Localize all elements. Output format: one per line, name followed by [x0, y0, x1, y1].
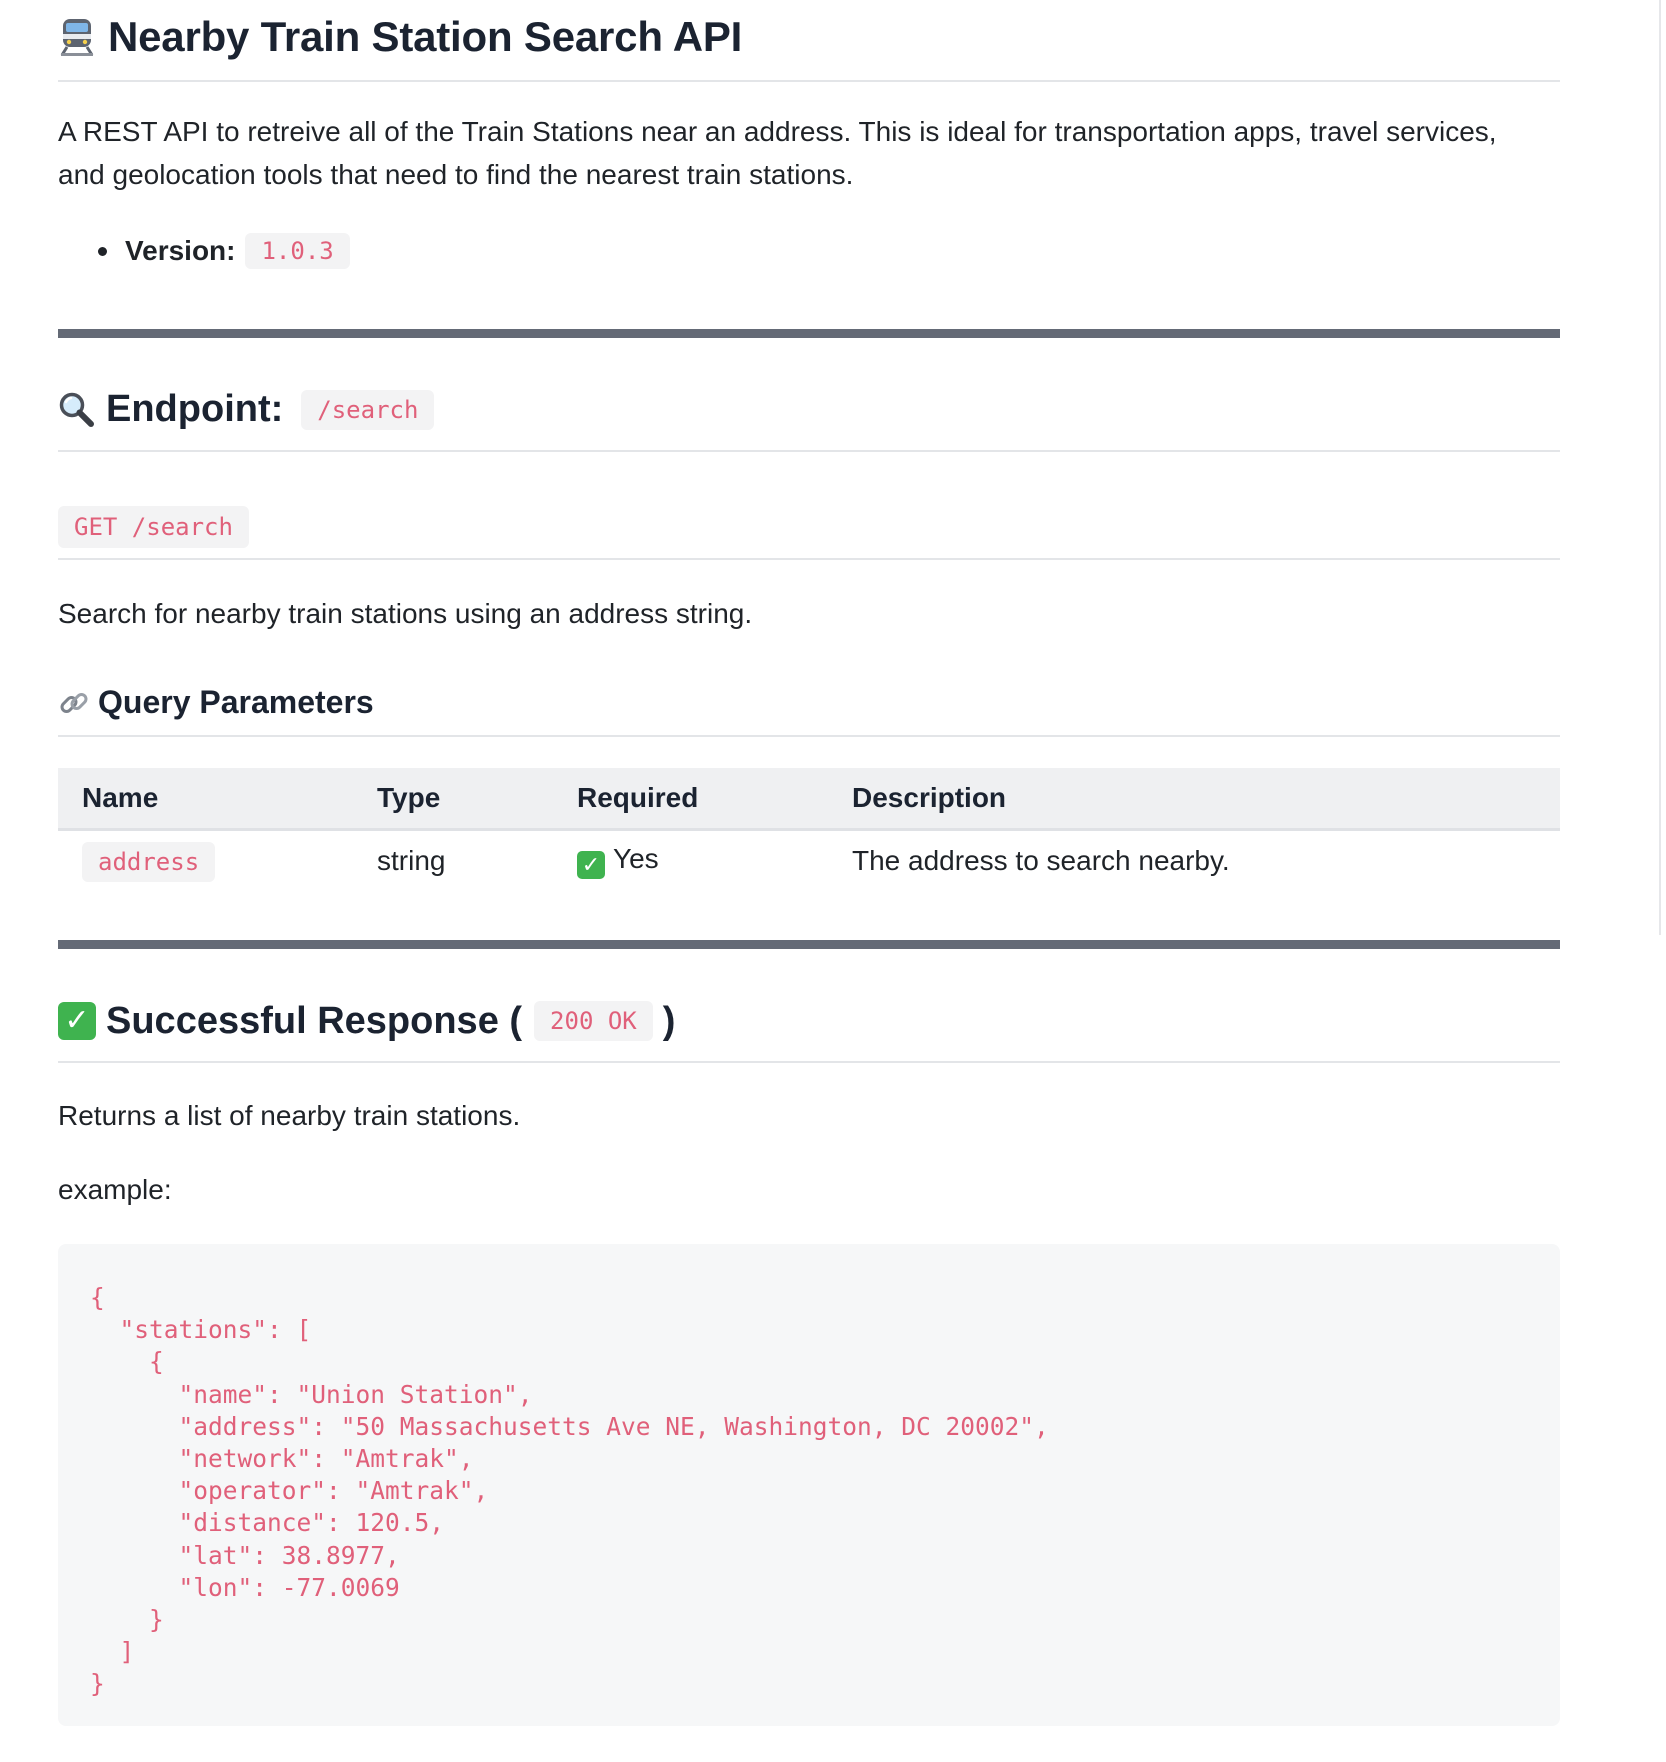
intro-paragraph: A REST API to retreive all of the Train Stations near an address. This is ideal for transportation apps, travel services, and geolocation tools that need to find the nearest train stations. — [58, 116, 1497, 190]
page-title-text: Nearby Train Station Search API — [108, 13, 743, 60]
param-required-cell — [553, 829, 828, 891]
section-divider — [58, 940, 1560, 949]
check-mark-icon: ✓ — [577, 851, 605, 879]
endpoint-heading — [58, 388, 434, 431]
column-header-type: Type — [377, 781, 441, 813]
param-type: string — [377, 844, 446, 876]
param-description: The address to search nearby. — [852, 844, 1230, 876]
response-heading-row — [58, 993, 1560, 1063]
table-header-row — [58, 768, 1560, 829]
check-mark-icon: ✓ — [58, 1002, 96, 1040]
param-name: address — [82, 842, 215, 882]
param-required: Yes — [613, 842, 659, 874]
endpoint-heading-row — [58, 383, 1560, 452]
section-divider — [58, 329, 1560, 338]
bullet-icon — [98, 247, 107, 256]
query-parameters-table — [58, 768, 1560, 891]
method-line: GET /search — [58, 506, 249, 548]
endpoint-heading-label: Endpoint: — [106, 388, 284, 430]
version-value: 1.0.3 — [245, 233, 349, 269]
response-heading-label: Successful Response ( — [106, 999, 523, 1042]
method-line-row — [58, 503, 1560, 560]
train-icon — [58, 17, 96, 57]
response-status: 200 OK — [534, 1001, 653, 1041]
query-parameters-heading-label: Query Parameters — [98, 684, 374, 720]
response-heading-close: ) — [662, 999, 676, 1042]
example-code: { "stations": [ { "name": "Union Station", "address": "50 Massachusetts Ave NE, Washington, DC 20002", "network": "Amtrak", "operator": "Amtrak", "distance": 120.5, "lat": 38.8977, "lon": -77.0069 } ] } — [90, 1283, 1049, 1699]
link-icon — [58, 687, 90, 719]
endpoint-description: Search for nearby train stations using an address string. — [58, 598, 753, 629]
param-name-cell — [58, 829, 353, 891]
title-section — [58, 14, 1560, 82]
example-code-block — [58, 1244, 1560, 1726]
column-header-description: Description — [852, 781, 1007, 813]
response-description: Returns a list of nearby train stations. — [58, 1100, 521, 1131]
column-header-name: Name — [82, 781, 159, 813]
column-header-required: Required — [577, 781, 699, 813]
response-heading — [58, 1000, 675, 1043]
magnifier-icon — [58, 391, 96, 429]
page-title — [58, 13, 742, 61]
version-label: Version: — [125, 235, 236, 266]
query-parameters-heading — [58, 684, 374, 721]
query-parameters-heading-row — [58, 684, 1560, 737]
version-list-item — [98, 231, 350, 271]
endpoint-path: /search — [301, 390, 434, 430]
table-row — [58, 829, 1560, 891]
example-label: example: — [58, 1174, 172, 1205]
scrollbar-edge — [1659, 0, 1661, 935]
